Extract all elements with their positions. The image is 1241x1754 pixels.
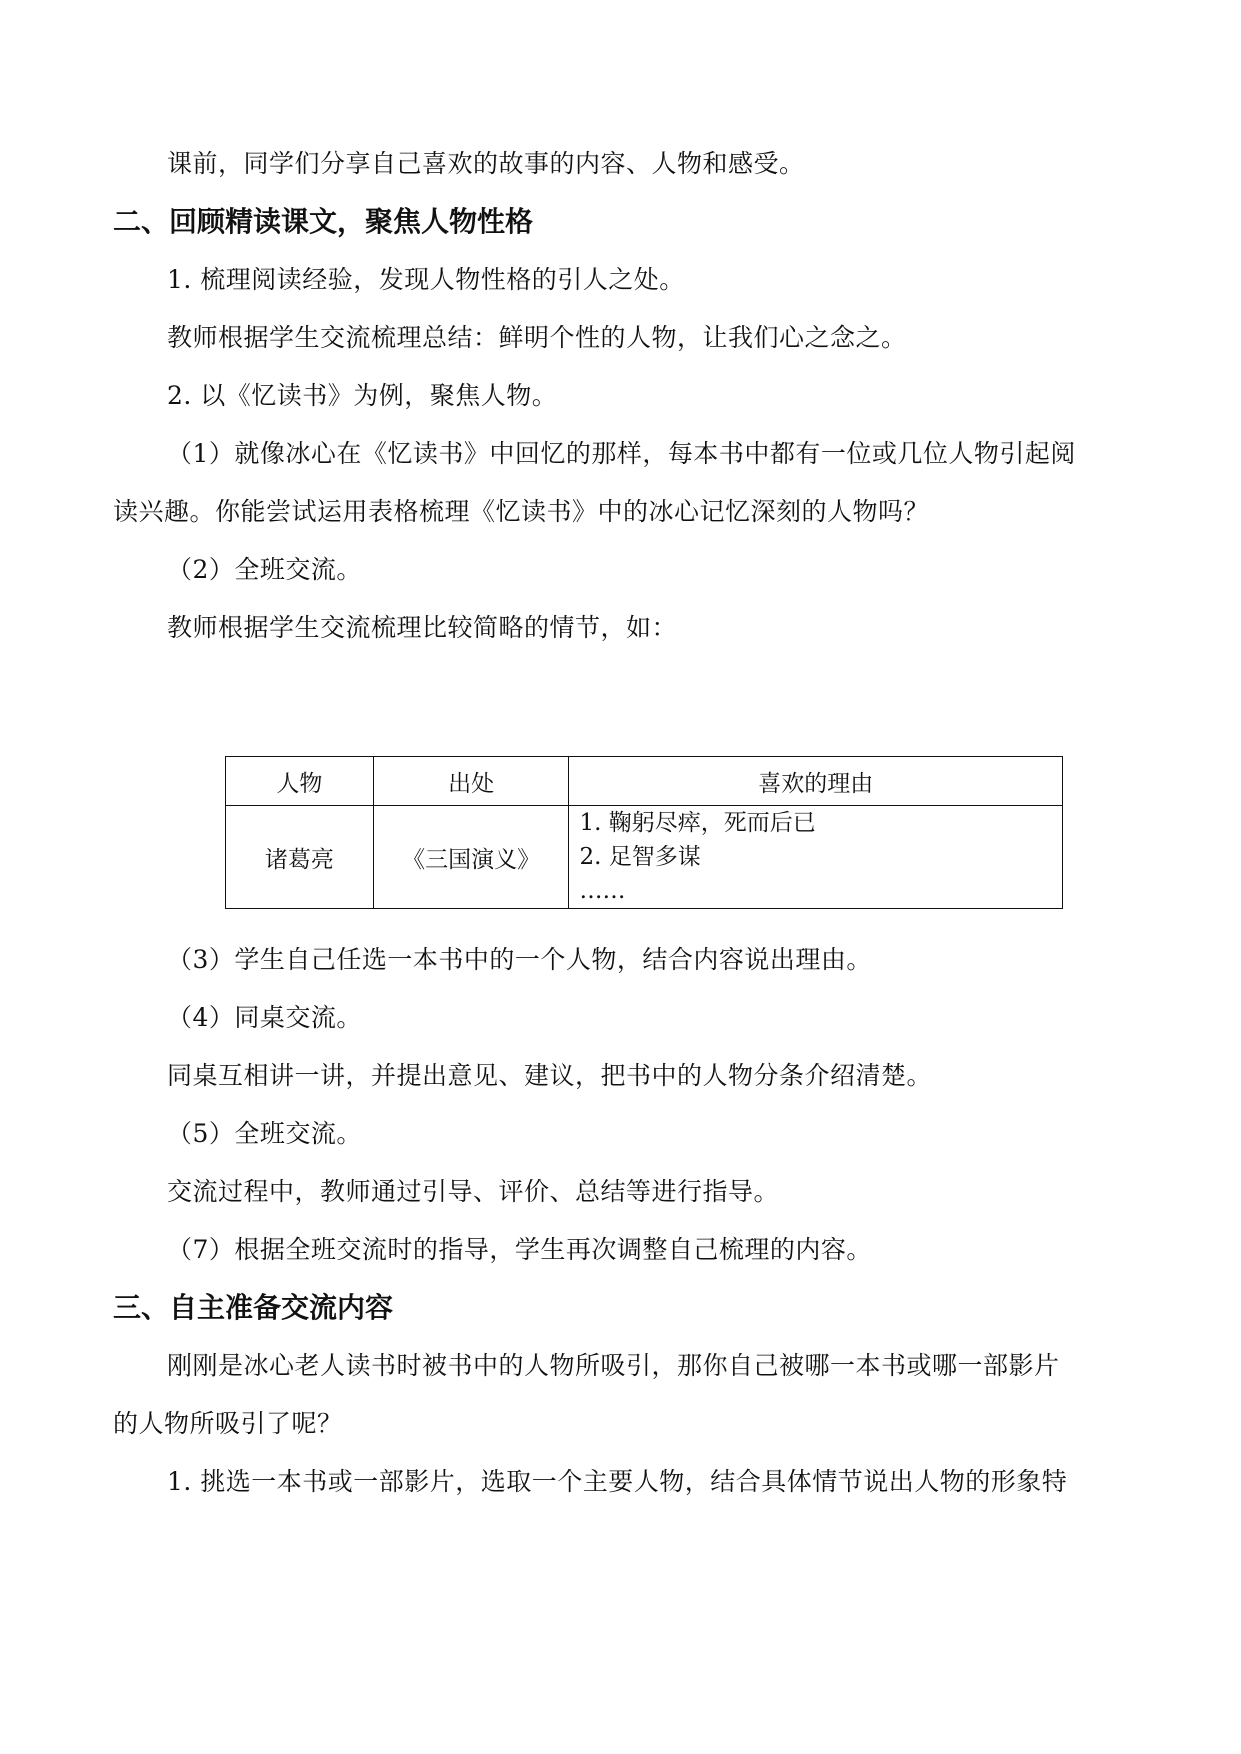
section-heading-3: 三、自主准备交流内容 — [113, 1291, 394, 1324]
reason-item: 1. 鞠躬尽瘁，死而后已 — [579, 810, 816, 836]
paragraph: 交流过程中，教师通过引导、评价、总结等进行指导。 — [167, 1177, 780, 1206]
paragraph: （1）就像冰心在《忆读书》中回忆的那样，每本书中都有一位或几位人物引起阅 — [167, 439, 1076, 468]
paragraph-continuation: 读兴趣。你能尝试运用表格梳理《忆读书》中的冰心记忆深刻的人物吗？ — [113, 497, 930, 526]
table-header-row — [226, 757, 1063, 806]
table-header-cell: 人物 — [226, 757, 374, 806]
table-cell-source: 《三国演义》 — [373, 806, 569, 909]
paragraph: （5）全班交流。 — [167, 1119, 362, 1148]
paragraph: 教师根据学生交流梳理比较简略的情节，如： — [167, 613, 678, 642]
paragraph: 2. 以《忆读书》为例，聚焦人物。 — [167, 381, 558, 410]
character-table — [225, 756, 1063, 909]
paragraph: （2）全班交流。 — [167, 555, 362, 584]
section-heading-2: 二、回顾精读课文，聚焦人物性格 — [113, 205, 534, 238]
table-header-cell: 喜欢的理由 — [569, 757, 1063, 806]
table-row — [226, 806, 1063, 909]
paragraph: （3）学生自己任选一本书中的一个人物，结合内容说出理由。 — [167, 945, 872, 974]
paragraph: 同桌互相讲一讲，并提出意见、建议，把书中的人物分条介绍清楚。 — [167, 1061, 933, 1090]
paragraph: 1. 梳理阅读经验，发现人物性格的引人之处。 — [167, 265, 685, 294]
table-cell-person: 诸葛亮 — [226, 806, 374, 909]
paragraph: 教师根据学生交流梳理总结：鲜明个性的人物，让我们心之念之。 — [167, 323, 907, 352]
paragraph: （7）根据全班交流时的指导，学生再次调整自己梳理的内容。 — [167, 1235, 872, 1264]
paragraph: （4）同桌交流。 — [167, 1003, 362, 1032]
reason-item: 2. 足智多谋 — [579, 844, 701, 870]
paragraph: 1. 挑选一本书或一部影片，选取一个主要人物，结合具体情节说出人物的形象特 — [167, 1467, 1068, 1496]
paragraph-continuation: 的人物所吸引了呢？ — [113, 1409, 343, 1438]
paragraph: 课前，同学们分享自己喜欢的故事的内容、人物和感受。 — [167, 149, 805, 178]
paragraph: 刚刚是冰心老人读书时被书中的人物所吸引，那你自己被哪一本书或哪一部影片 — [167, 1351, 1060, 1380]
table-cell-reasons — [569, 806, 1063, 909]
reason-item: …… — [579, 878, 626, 904]
table-header-cell: 出处 — [373, 757, 569, 806]
